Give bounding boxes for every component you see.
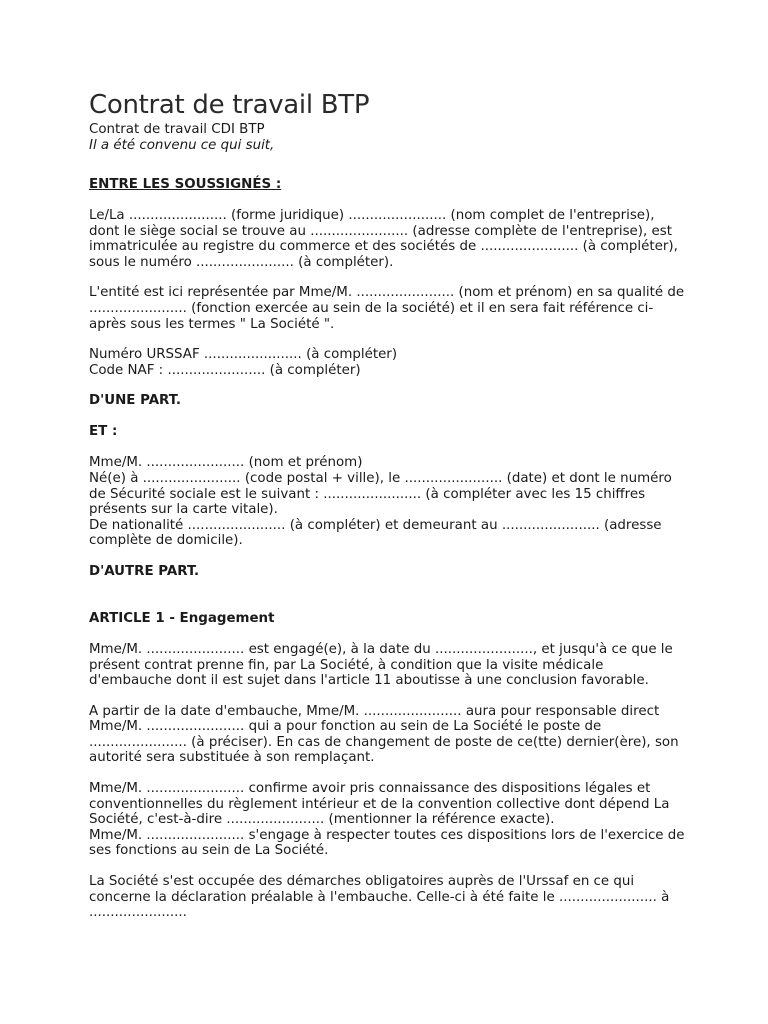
between-heading: ENTRE LES SOUSSIGNÉS :: [89, 177, 282, 192]
employee-nationality-paragraph: De nationalité ....................... (à compléter) et demeurant au ....................... (adresse complète de domicile).: [89, 517, 662, 549]
article-1-paragraph-3: Mme/M. ....................... confirme avoir pris connaissance des dispositions légales et conventionnelles du règlement intérieur et de la convention collective dont dépend La Société, c'est-à-dire ....................... (mentionner la référence exacte).: [89, 781, 670, 828]
intro-line: Il a été convenu ce qui suit,: [89, 138, 275, 153]
naf-line: Code NAF : ....................... (à compléter): [89, 362, 361, 378]
document-subtitle: Contrat de travail CDI BTP: [89, 122, 265, 137]
representative-paragraph: L'entité est ici représentée par Mme/M. ....................... (nom et prénom) en sa qualité de ....................... (fonction exercée au sein de la société) et il en sera fait référence ci-après sous les termes " La Société ".: [89, 285, 685, 332]
urssaf-line: Numéro URSSAF ....................... (à compléter): [89, 347, 398, 363]
and-label: ET :: [89, 424, 118, 440]
employer-paragraph: Le/La ....................... (forme juridique) ....................... (nom complet de l'entreprise), dont le siège social se trouve au ....................... (adresse complète de l'entreprise), est immatriculée au registre du commerce et des sociétés de ....................... (à compléter), sous le numéro ....................... (à compléter).: [89, 208, 678, 270]
article-1-paragraph-5: La Société s'est occupée des démarches obligatoires auprès de l'Urssaf en ce qui concerne la déclaration préalable à l'embauche. Celle-ci à été faite le ....................... à .......................: [89, 874, 670, 921]
document-body: [89, 88, 689, 921]
article-1-heading: ARTICLE 1 - Engagement: [89, 610, 275, 626]
article-1-paragraph-2: A partir de la date d'embauche, Mme/M. ....................... aura pour responsable direct Mme/M. ....................... qui a pour fonction au sein de La Société le poste de ....................... (à préciser). En cas de changement de poste de ce(tte) dernier(ère), son autorité sera substituée à son remplaçant.: [89, 703, 679, 766]
employee-birth-paragraph: Né(e) à ....................... (code postal + ville), le ....................... (date) et dont le numéro de Sécurité sociale est le suivant : ....................... (à compléter avec les 15 chiffres présents sur la carte vitale).: [89, 470, 672, 518]
article-1-paragraph-4: Mme/M. ....................... s'engage à respecter toutes ces dispositions lors de l'exercice de ses fonctions au sein de La Société.: [89, 827, 685, 859]
part-one-label: D'UNE PART.: [89, 393, 181, 409]
article-1-paragraph-1: Mme/M. ....................... est engagé(e), à la date du ......................., et jusqu'à ce que le présent contrat prenne fin, par La Société, à condition que la visite médicale d'embauche dont il est sujet dans l'article 11 aboutisse à une conclusion favorable.: [89, 641, 673, 689]
document-title: Contrat de travail BTP: [89, 90, 370, 120]
part-two-label: D'AUTRE PART.: [89, 563, 200, 579]
employee-name-line: Mme/M. ....................... (nom et prénom): [89, 455, 363, 471]
